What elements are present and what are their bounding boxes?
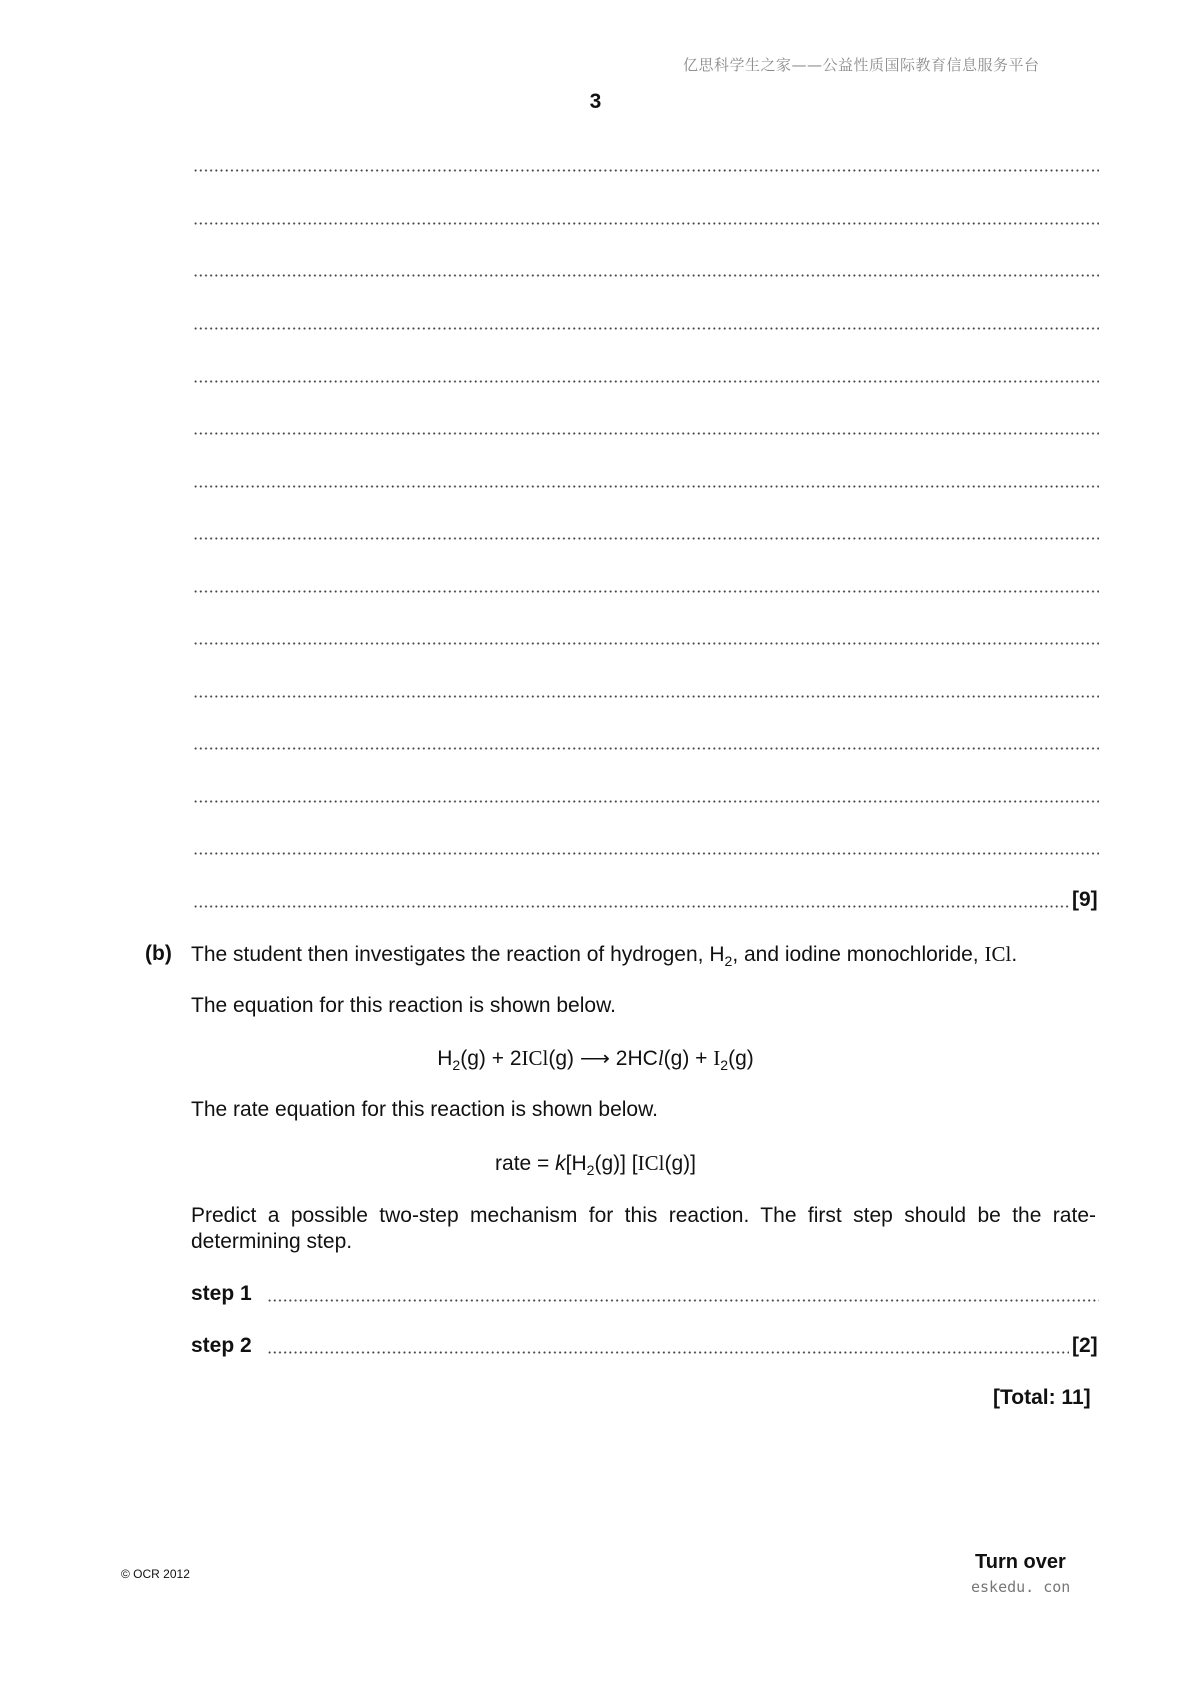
answer-line[interactable] — [193, 222, 1099, 225]
equation-lead: The equation for this reaction is shown below. — [191, 994, 616, 1017]
answer-line[interactable] — [193, 852, 1099, 855]
rate-equation: rate = $k[H_2(g)]$ [ICl(g)] — [495, 1151, 696, 1178]
answer-line[interactable] — [193, 642, 1099, 645]
reaction-arrow: ⟶ — [579, 1047, 610, 1070]
step2-answer-line[interactable] — [267, 1351, 1069, 1354]
answer-line[interactable] — [193, 590, 1099, 593]
question-intro: The student then investigates the reaction of hydrogen, $H_2$, and iodine monochloride, ICl. — [191, 942, 1018, 969]
step1-answer-line[interactable] — [267, 1299, 1099, 1302]
answer-line[interactable] — [193, 747, 1099, 750]
question-label-b: (b) — [145, 942, 172, 965]
watermark-footer: eskedu. con — [971, 1578, 1071, 1596]
marks-part-b: [2] — [1072, 1334, 1098, 1357]
watermark-header: 亿思科学生之家——公益性质国际教育信息服务平台 — [683, 56, 1040, 74]
answer-line[interactable] — [193, 327, 1099, 330]
step1-label: step 1 — [191, 1282, 252, 1305]
rate-lead: The rate equation for this reaction is shown below. — [191, 1098, 658, 1121]
step2-label: step 2 — [191, 1334, 252, 1357]
marks-part-a: [9] — [1072, 888, 1098, 911]
answer-line[interactable] — [193, 380, 1099, 383]
answer-line[interactable] — [193, 537, 1099, 540]
turn-over: Turn over — [975, 1551, 1066, 1573]
answer-line[interactable] — [193, 274, 1099, 277]
copyright: © OCR 2012 — [121, 1567, 190, 1581]
answer-line[interactable] — [193, 169, 1099, 172]
question-prompt: Predict a possible two-step mechanism for this reaction. The first step should be the rate-determining step. — [191, 1204, 1096, 1253]
page-number: 3 — [589, 90, 602, 113]
chemical-equation: $H_2(g) + 2ICl(g)$ ⟶ $2HCl(g) + I_2(g)$ — [437, 1046, 754, 1073]
total-marks: [Total: 11] — [993, 1386, 1091, 1409]
answer-line[interactable] — [193, 432, 1099, 435]
answer-line[interactable] — [193, 485, 1099, 488]
answer-line[interactable] — [193, 800, 1099, 803]
answer-line[interactable] — [193, 905, 1069, 908]
answer-line[interactable] — [193, 695, 1099, 698]
